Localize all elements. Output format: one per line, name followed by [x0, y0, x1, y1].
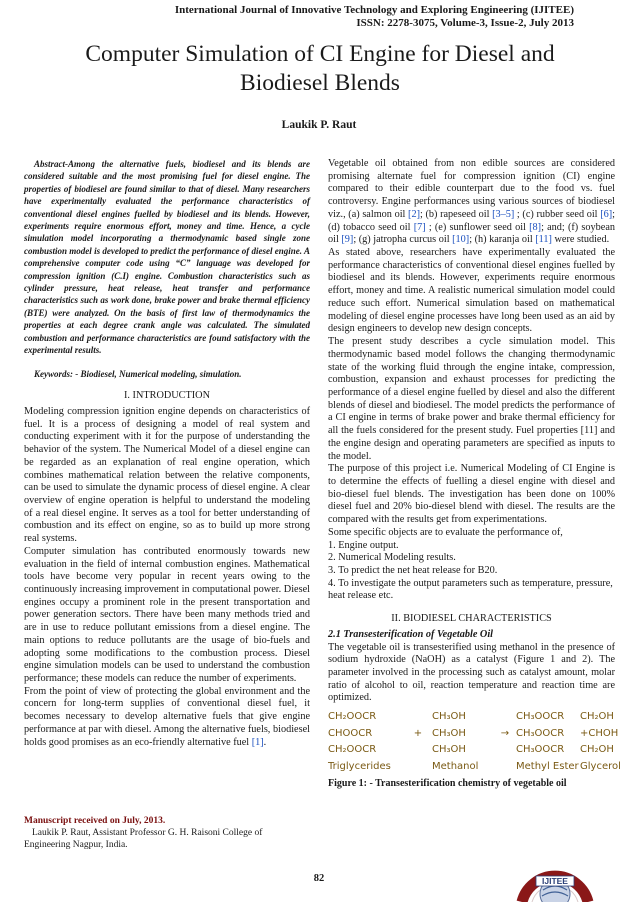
footnote [24, 815, 310, 851]
left-column [24, 158, 310, 749]
intro-paragraph-3 [24, 686, 310, 750]
author-affiliation: Laukik P. Raut, Assistant Professor G. H. Raisoni College of Engineering Nagpur, India. [24, 828, 263, 850]
chem-row-2 [328, 726, 619, 743]
chem-cell: CH₃OH [432, 727, 466, 739]
chem-cell: CH₃OH [432, 744, 466, 756]
chem-label: Methyl Ester [516, 760, 579, 772]
objectives-list [328, 540, 615, 604]
citation-link-8[interactable]: [8] [529, 221, 542, 233]
logo-text: IJITEE [542, 876, 568, 886]
citation-link-3-5[interactable]: [3–5] [492, 208, 515, 220]
list-item: 3. To predict the net heat release for B20. [328, 565, 498, 576]
chem-cell: CH₂OOCR [328, 744, 377, 756]
right-paragraph-2: As stated above, researchers have experimentally evaluated the performance characteristics of conventional diesel engines fuelled by biodiesel and its blends. However, experiments require enormous effort, money and time. A realistic numerical simulation model could reduce such effort. Numerical simulation based on mathematical modeling of diesel engine processes have long been used as an aid by design engineers to develop new design concepts. [328, 247, 615, 335]
citation-link-1[interactable]: [1] [251, 736, 264, 748]
abstract: Abstract-Among the alternative fuels, biodiesel and its blends are considered suitable and the most promising fuel for diesel engine. The properties of biodiesel are found similar to that of diesel. Many researchers have experimentally evaluated the performance characteristics of conventional diesel engines fuelled by biodiesel and its blends. However, experiments require enormous effort, money and time. Hence, a cycle simulation model incorporating a thermodynamic based single zone combustion model is developed to predict the performance of diesel engine. A comprehensive computer code using “C” language was developed for compression ignition (C.I) engine. Combustion characteristics such as cylinder pressure, heat release, heat transfer and performance characteristics such as work done, brake power and brake thermal efficiency (BTE) were analyzed. On the basis of first law of thermodynamics the properties at each degree crank angle was calculated. The simulated combustion and performance characteristics are found satisfactory with the experimental results. [24, 159, 310, 356]
manuscript-received: Manuscript received on July, 2013. [24, 816, 166, 826]
chem-cell: CH₂OH [580, 744, 614, 756]
right-paragraph-6: The vegetable oil is transesterified using methanol in the presence of sodium hydroxide (NaOH) as a catalyst (Figure 1 and 2). The parameter involved in the processing such as catalyst amount, molar ratio of alcohol to oil, reaction temperature and reaction time are optimized. [328, 641, 615, 704]
text-run: Vegetable oil obtained from non edible sources are considered promising alternate fuel for compression ignition (CI) engine compared to their edible counterpart due to the food vs. fuel controversy. Engine performances using various sources of biodiesel viz., (a) salmon oil [328, 158, 615, 220]
figure-caption: Figure 1: - Transesterification chemistry of vegetable oil [328, 778, 567, 790]
text-run: ; (b) rapeseed oil [420, 208, 493, 220]
text-run: ; (d) tobacco seed oil [328, 208, 615, 233]
right-paragraph-5: Some specific objects are to evaluate the performance of, [328, 526, 563, 538]
chem-cell: + [413, 727, 423, 739]
list-item: 4. To investigate the output parameters such as temperature, pressure, heat release etc. [328, 577, 613, 602]
right-column [328, 158, 621, 791]
section-heading-biodiesel: II. BIODIESEL CHARACTERISTICS [391, 613, 552, 625]
chem-cell: CH₃OOCR [516, 711, 565, 723]
journal-logo-icon [512, 842, 598, 902]
paper-author: Laukik P. Raut [281, 119, 357, 131]
section-heading-introduction: I. INTRODUCTION [124, 390, 210, 402]
citation-link-6[interactable]: [6] [600, 208, 613, 220]
intro-paragraph-3-end: . [263, 736, 267, 748]
journal-header [175, 4, 574, 30]
intro-paragraph-1: Modeling compression ignition engine depends on characteristics of fuel. It is a process of designing a model of real system and conducting experiment with it for the purpose of understanding the behavior of the system. The Numerical Model of a diesel engine can be regarded as an explanation of real engine operation, which combines mathematical relation between the relative components, can be used to simulate the dynamic process of diesel engine. A clear overview of engine operation is helpful to understand the modeling of a real diesel engine. It serves as a tool for better understanding of combustion and its effect on engine, so as to build up more strong real systems. [24, 405, 310, 545]
right-paragraph-3: The present study describes a cycle simulation model. This thermodynamic based model follows the changing thermodynamic state of the working fluid through the engine intake, compression, combustion, expansion and exhaust processes for predicting the performance of a diesel engine fuelled by diesel and also the different blends of diesel and biodiesel. The model predicts the performance of a CI engine in terms of brake power and brake thermal efficiency for all the fuels considered for the present study. Fuel properties [11] and the engine design and operating parameters are specified as inputs to the model. [328, 336, 615, 462]
journal-name: International Journal of Innovative Technology and Exploring Engineering (IJITEE) [174, 4, 574, 16]
chem-cell: CH₃OOCR [516, 744, 565, 756]
citation-link-7[interactable]: [7] [413, 221, 426, 233]
chem-cell: → [500, 727, 510, 739]
chem-cell: CH₂OH [580, 711, 614, 723]
chem-row-1 [328, 709, 615, 726]
text-run: ; (h) karanja oil [469, 234, 536, 246]
text-run: were studied. [551, 234, 610, 246]
paper-title: Computer Simulation of CI Engine for Diesel and Biodiesel Blends [85, 41, 555, 96]
right-paragraph-1 [328, 158, 615, 247]
intro-paragraph-2: Computer simulation has contributed enormously towards new evaluation in the field of internal combustion engines. Mathematical tools have become very popular in recent years owing to the continuously increasing improvement in computational power. Diesel engines occupy a prominent role in the present transportation and power generation sectors. There have been many methods tried and are in use to reduce pollutant emissions from a diesel engine. The main options to reduce pollutants are the usage of bio-fuels and adopting some modifications to the combustion process. Diesel engine simulation models can be used to understand the combustion performance; these models can reduce the number of experiments. [24, 545, 310, 685]
list-item: 1. Engine output. [328, 539, 399, 551]
text-run: ; (c) rubber seed oil [514, 208, 601, 220]
chem-cell: CH₃OH [432, 711, 466, 723]
chem-cell: CH₃OOCR [516, 727, 565, 739]
chem-cell: +CHOH [580, 727, 619, 739]
chem-label: Glycerol [580, 760, 621, 772]
citation-link-10[interactable]: [10] [452, 234, 470, 246]
transesterification-figure [328, 709, 621, 775]
intro-paragraph-3-text: From the point of view of protecting the global environment and the concern for long-term supplies of conventional diesel fuel, it becomes necessary to develop alternative fuels that give engine performance at par with diesel. Among the alternative fuels, biodiesel holds good promises as an eco-friendly alternative fuel [24, 685, 310, 748]
right-paragraph-4: The purpose of this project i.e. Numerical Modeling of CI Engine is to determine the effects of fuelling a diesel engine with diesel and bio-diesel fuel blends. The investigation has been done on 100% diesel fuel and 20% bio-diesel blend with diesel. The results are the compared with the results get from experimentations. [328, 463, 615, 526]
page-number: 82 [313, 873, 325, 884]
keywords: Keywords: - Biodiesel, Numerical modeling, simulation. [34, 368, 242, 379]
subsection-heading-transesterification: 2.1 Transesterification of Vegetable Oil [328, 628, 494, 640]
chem-label: Methanol [432, 760, 479, 772]
citation-link-11[interactable]: [11] [535, 234, 552, 246]
chem-row-3 [328, 742, 615, 759]
text-run: ; and; (f) soybean oil [328, 221, 616, 246]
text-run: ; (g) jatropha curcus oil [353, 234, 453, 246]
chem-label: Triglycerides [328, 760, 391, 772]
journal-issn: ISSN: 2278-3075, Volume-3, Issue-2, July 2013 [356, 17, 574, 29]
text-run: ; (e) sunflower seed oil [425, 221, 530, 233]
citation-link-2[interactable]: [2] [408, 208, 420, 220]
list-item: 2. Numerical Modeling results. [328, 552, 456, 564]
chem-cell: CHOOCR [328, 727, 373, 739]
chem-row-labels [328, 759, 621, 776]
chem-cell: CH₂OOCR [328, 711, 377, 723]
citation-link-9[interactable]: [9] [341, 234, 354, 246]
